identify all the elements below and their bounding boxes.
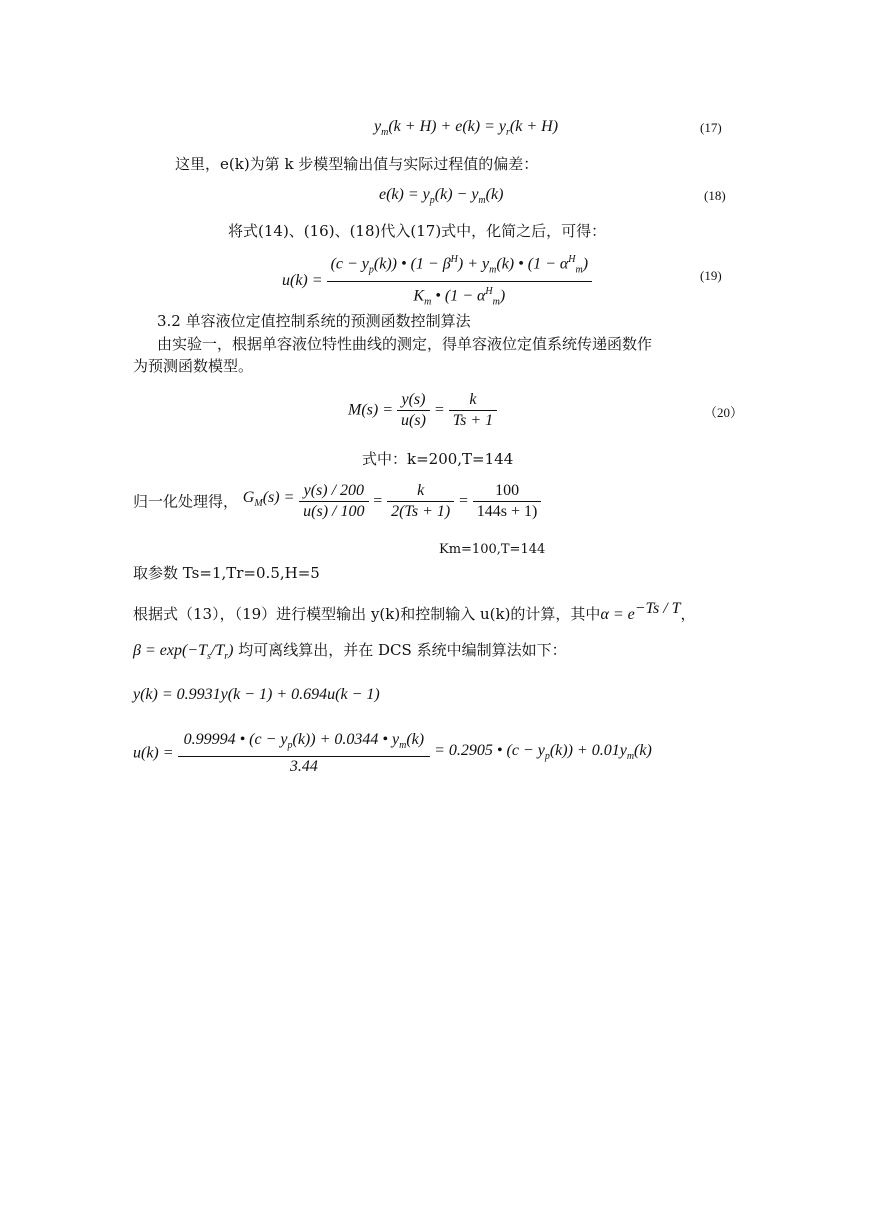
normalization-equation: 归一化处理得， $G_M(s)$ = $\frac{y(s) / 200}{u(s) / 100}$ = $\frac{k}{2(Ts + 1)}$ = $\frac{100}{144s + 1)}$ xyxy=(133,481,541,522)
equation-number-17: (17) xyxy=(700,120,722,135)
equation-yk: y(k) = 0.9931y(k − 1) + 0.694u(k − 1) xyxy=(133,686,380,703)
equation-19: u(k) = $\frac{(c - y_p(k)) • (1 - \beta^H) + y_m(k) • (1 - \alpha^H_m)}{K_m • (1 - \alpha^H_m)}$ xyxy=(282,250,592,312)
section-heading: 3.2 单容液位定值控制系统的预测函数控制算法 xyxy=(157,312,471,330)
parameters-k-t: 式中：k=200,T=144 xyxy=(362,450,514,468)
paragraph-deviation: 这里，e(k)为第 k 步模型输出值与实际过程值的偏差： xyxy=(175,155,539,173)
paragraph-model-a: 由实验一，根据单容液位特性曲线的测定，得单容液位定值系统传递函数作 xyxy=(157,335,653,353)
parameters-ts-tr-h: 取参数 Ts=1,Tr=0.5,H=5 xyxy=(133,564,320,582)
equation-20: M(s) = $\frac{y(s)}{u(s)}$ = $\frac{k}{Ts + 1}$ xyxy=(348,390,497,431)
equation-18: $e(k) = y_p(k) - y_m(k)$ xyxy=(379,186,504,207)
equation-uk: u(k) = $\frac{0.99994 • (c - y_p(k)) + 0.0344 • y_m(k)}{3.44}$ = 0.2905 • $(c - y_p(k)) + 0.01y_m(k)$ xyxy=(133,731,652,776)
equation-number-19: (19) xyxy=(700,268,722,283)
paragraph-model-b: 为预测函数模型。 xyxy=(133,357,254,375)
equation-19-fraction: $\frac{(c - y_p(k)) • (1 - \beta^H) + y_m(k) • (1 - \alpha^H_m)}{K_m • (1 - \alpha^H_m)}$ xyxy=(327,250,593,312)
equation-number-20: （20） xyxy=(704,405,744,420)
paragraph-compute: 根据式（13），（19）进行模型输出 y(k)和控制输入 u(k)的计算，其中$\alpha = e^{-Ts / T}$， xyxy=(133,600,696,623)
parameters-km-t: Km=100,T=144 xyxy=(439,542,546,557)
paragraph-beta: $\beta = \exp(-T_s/T_r)$ 均可离线算出，并在 DCS 系统中编制算法如下： xyxy=(133,641,567,663)
equation-17: $y_m(k + H) + e(k) = y_r(k + H)$ xyxy=(374,118,559,139)
equation-number-18: (18) xyxy=(704,188,726,203)
paragraph-substitute: 将式(14)、(16)、(18)代入(17)式中，化简之后，可得： xyxy=(228,222,607,240)
